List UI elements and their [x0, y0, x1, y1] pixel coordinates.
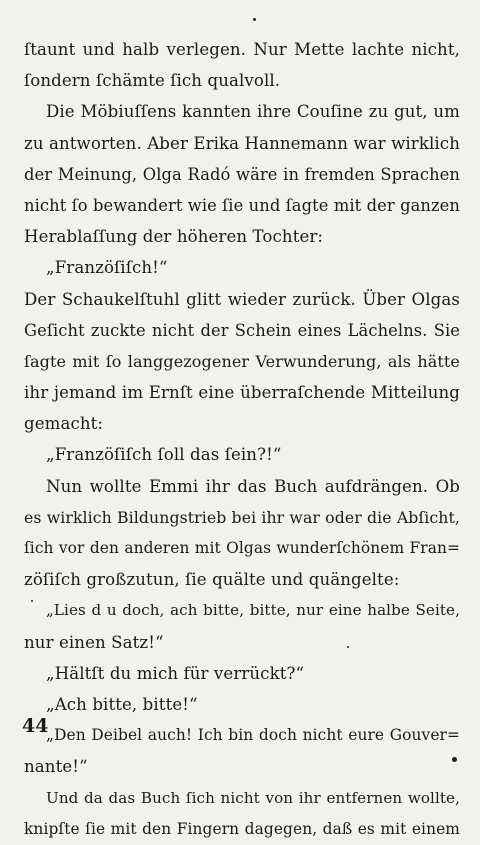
text-line: gemacht:	[24, 414, 104, 434]
page-number: 44	[22, 715, 49, 737]
text-line: es wirklich Bildungstrieb bei ihr war oder die Abſicht,	[24, 507, 460, 527]
text-line: „Den Deibel auch! Ich bin doch nicht eure Gouver=	[46, 726, 460, 745]
text-line: Und da das Buch ſich nicht von ihr entfernen wollte,	[46, 788, 460, 807]
text-line: Herablaſſung der höheren Tochter:	[24, 227, 324, 247]
text-line: ſtaunt und halb verlegen. Nur Mette lachte nicht,	[24, 40, 460, 59]
text-line: Der Schaukelſtuhl glitt wieder zurück. Über Olgas	[24, 289, 460, 309]
text-line: ſagte mit ſo langgezogener Verwunderung, als hätte	[24, 351, 460, 371]
text-line: nante!“	[24, 757, 88, 777]
text-line: nur einen Satz!“	[24, 632, 164, 652]
text-line: ihr jemand im Ernſt eine überraſchende Mitteilung	[24, 383, 460, 403]
text-line: zöſiſch großzutun, ſie quälte und quängelte:	[24, 570, 400, 590]
text-line: der Meinung, Olga Radó wäre in fremden Sprachen	[24, 164, 460, 184]
body-text	[24, 34, 460, 845]
text-line: ſondern ſchämte ſich qualvoll.	[24, 71, 281, 91]
text-line: „Lies d u doch, ach bitte, bitte, nur eine halbe Seite,	[46, 601, 460, 620]
text-line: „Franzöſiſch ſoll das ſein?!“	[46, 445, 282, 465]
text-line: „Ach bitte, bitte!“	[46, 694, 198, 714]
text-line: „Hältſt du mich für verrückt?“	[46, 663, 305, 683]
text-line: zu antworten. Aber Erika Hannemann war wirklich	[24, 133, 460, 153]
text-line: knipſte ſie mit den Fingern dagegen, daß es mit einem	[24, 819, 460, 838]
ink-speck-top	[253, 18, 256, 21]
text-line: „Franzöſiſch!“	[46, 258, 168, 278]
text-line: ſich vor den anderen mit Olgas wunderſchönem Fran=	[24, 539, 460, 557]
text-line: Geſicht zuckte nicht der Schein eines Lächelns. Sie	[24, 320, 460, 340]
text-line: Die Möbiuſſens kannten ihre Couſine zu gut, um	[46, 102, 460, 122]
text-line: Nun wollte Emmi ihr das Buch aufdrängen. Ob	[46, 476, 460, 496]
text-line: nicht ſo bewandert wie ſie und ſagte mit der ganzen	[24, 195, 460, 215]
